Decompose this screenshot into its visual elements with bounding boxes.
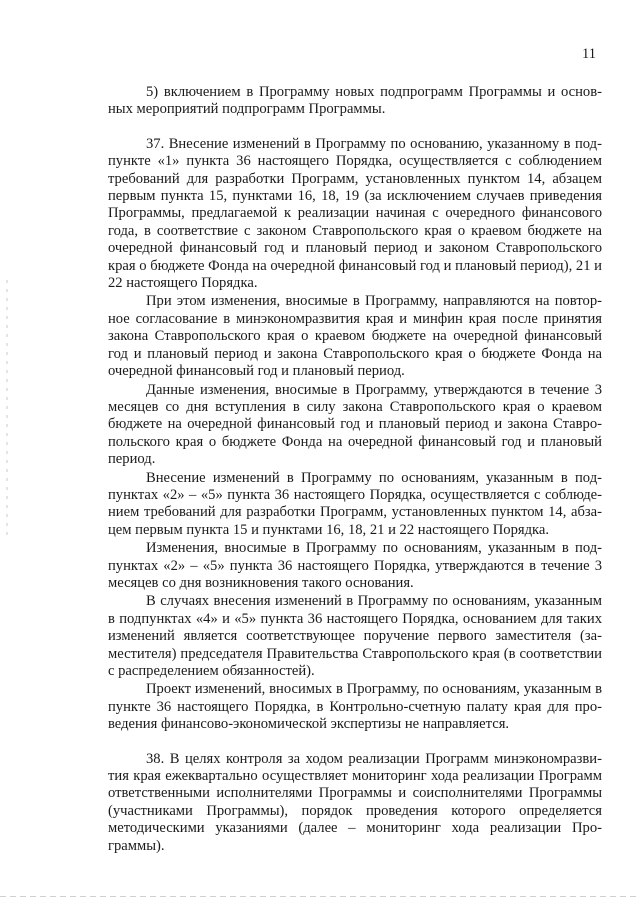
paragraph-subclauses-approval: Изменения, вносимые в Программу по основаниям, указанным в подпунктах «2» – «5» пункта 36 настоящего Порядка, утверждаются в течение 3 месяцев со дня возникновения такого основания. bbox=[108, 540, 602, 591]
paragraph-audit-chamber: Проект изменений, вносимых в Программу, по основаниям, указанным в пункте 36 настоящего Порядка, в Контрольно-счетную палату края для проведения финансово-экономической экспертизы не направляется. bbox=[108, 681, 602, 733]
paragraph-gap bbox=[108, 119, 602, 136]
paragraph-clause-37: 37. Внесение изменений в Программу по основанию, указанному в подпункте «1» пункта 36 настоящего Порядка, осуществляется с соблюдением требований для разработки Программ, установленных пунктом 14, абзацем первым пункта 15, пунктами 16, 18, 19 (за исключением случаев приведения Программы, предлагаемой к реализации начиная с очередного финансового года, в соответствие с законом Ставропольского края о краевом бюджете на очередной финансовый год и плановый период и законом Ставропольского края о бюджете Фонда на очередной финансовый год и плановый период), 21 и 22 настоящего Порядка. bbox=[108, 135, 602, 292]
paragraph-clause-38: 38. В целях контроля за ходом реализации Программ минэкономразвития края ежеквартально осуществляет мониторинг хода реализации Программ ответственными исполнителями Программы и соисполнителями Программы (участниками Программы), порядок проведения которого определяется методическими указаниями (далее – мониторинг хода реализации Программы). bbox=[108, 750, 602, 854]
paragraph-approval-term: Данные изменения, вносимые в Программу, утверждаются в течение 3 месяцев со дня вступления в силу закона Ставропольского края о краевом бюджете на очередной финансовый год и плановый период и закона Ставропольского края о бюджете Фонда на очередной финансовый год и плановый период. bbox=[108, 381, 602, 468]
paragraph-reapproval: При этом изменения, вносимые в Программу, направляются на повторное согласование в минэкономразвития края и минфин края после принятия закона Ставропольского края о краевом бюджете на очередной финансовый год и плановый период и закона Ставропольского края о бюджете Фонда на очередной финансовый год и плановый период. bbox=[108, 293, 602, 380]
document-body bbox=[108, 84, 602, 855]
scan-bottom-edge bbox=[0, 896, 640, 897]
paragraph-gap bbox=[108, 734, 602, 751]
scan-edge-artifact bbox=[6, 280, 8, 540]
paragraph-subclauses-2-5: Внесение изменений в Программу по основаниям, указанным в подпунктах «2» – «5» пункта 36 настоящего Порядка, осуществляется с соблюдением требований для разработки Программ, установленных пунктом 14, абзацем первым пункта 15 и пунктами 16, 18, 21 и 22 настоящего Порядка. bbox=[108, 469, 602, 538]
page-number: 11 bbox=[582, 46, 596, 62]
paragraph-item-5: 5) включением в Программу новых подпрограмм Программы и основных мероприятий подпрограмм Программы. bbox=[108, 84, 602, 118]
paragraph-subclauses-4-5: В случаях внесения изменений в Программу по основаниям, указанным в подпунктах «4» и «5» пункта 36 настоящего Порядка, основанием для таких изменений является соответствующее поручение первого заместителя (заместителя) председателя Правительства Ставропольского края (в соответствии с распределением обязанностей). bbox=[108, 593, 602, 679]
